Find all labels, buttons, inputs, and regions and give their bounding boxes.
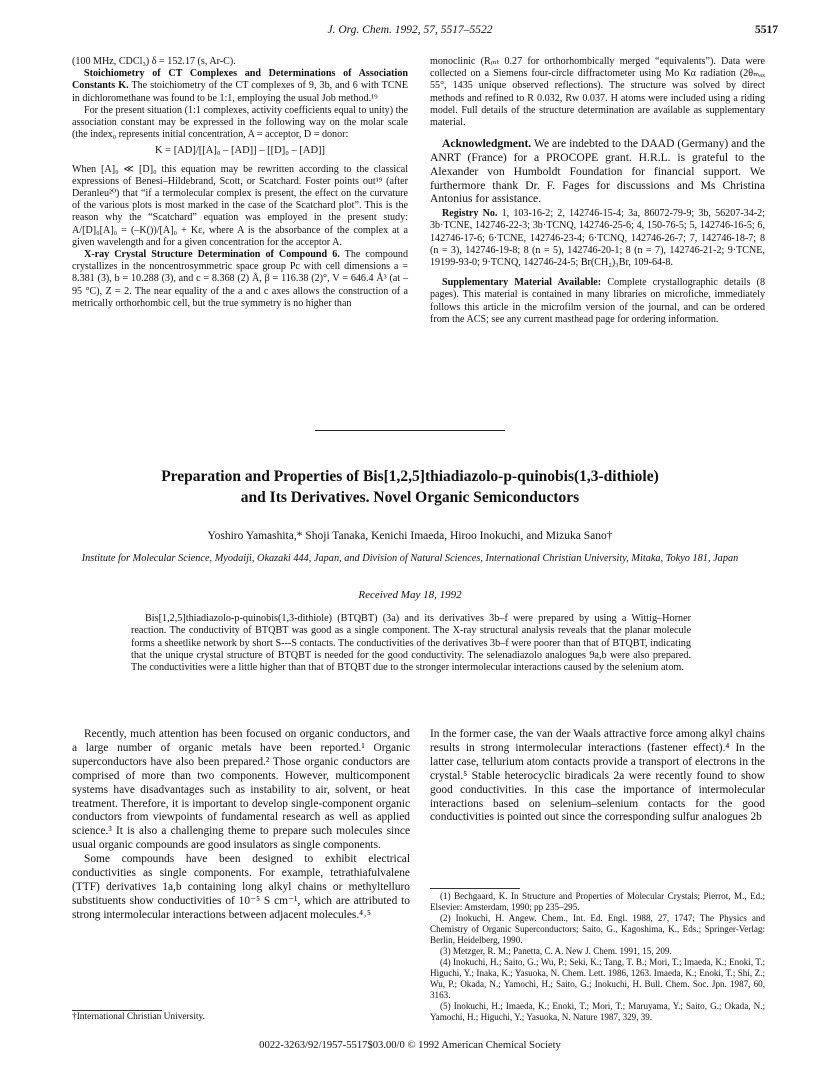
body-paragraph-2: Some compounds have been designed to exhibit electrical conductivities as single components. For example, tetrathiafulvalene (TTF) derivatives 1a,b containing long alkyl chains or methyltelluro substituents show conductivities of 10⁻⁵ S cm⁻¹, which are attributed to strong intermolecular interactions between adjacent molecules.⁴˒⁵ [72,853,410,921]
supplementary-text: Complete crystallographic details (8 pages). This material is contained in many libraries on microfiche, immediately follows this article in the microfilm version of the journal, and can be ordered from the ACS; see any current masthead page for ordering information. [430,277,766,325]
references [430,891,765,1023]
references-rule [430,888,520,889]
acknowledgment-text: We are indebted to the DAAD (Germany) and the ANRT (France) for a PROCOPE grant. H.R.L. is grateful to the Alexander von Humboldt Foundation for financial support. We furthermore thank Dr. F. Fages for discussions and Ms Christina Antonius for assistance. [430,137,765,206]
journal-citation: J. Org. Chem. 1992, 57, 5517–5522 [327,24,493,36]
title-line-1: Preparation and Properties of Bis[1,2,5]thiadiazolo-p-quinobis(1,3-dithiole) [161,468,659,485]
article-title [60,466,760,508]
received-date: Received May 18, 1992 [358,589,462,601]
reference-item: (5) Inokuchi, H.; Imaeda, K.; Enoki, T.; Mori, T.; Maruyama, Y.; Saito, G.; Okada, N.; Yamochi, H.; Higuchi, Y.; Yasuoka, N. Nature 1987, 329, 39. [430,1001,765,1022]
institution: Institute for Molecular Science, Myodaiji, Okazaki 444, Japan, and Division of Natural Sciences, International Christian University, Mitaka, Tokyo 181, Japan [81,553,739,564]
article-divider [315,430,505,431]
xray-paragraph [72,249,408,310]
equation: K = [AD]/[[A]₀ – [AD]] – [[D]₀ – [AD]] [154,145,326,157]
association-constant-text: For the present situation (1:1 complexes, activity coefficients equal to unity) the association constant may be expressed in the following way on the molar scale (the index₀ represents initial concentration, A = acceptor, D = donor: [72,104,408,141]
scatchard-paragraph: When [A]₀ ≪ [D]₀ this equation may be rewritten according to the classical expressions of Benesi–Hildebrand, Scott, or Scatchard. Foster points out¹⁹ (after Deranleu²⁰) that “if a termolecular complex is present, the effect on the curvature of the various plots is most marked in the case of the Scatchard plot”. This is the reason why the “Scatchard” equation was employed in the present study: A/[D]₀[A]₀ = (–K())/[A]₀ + Kε, where A is the absorbance of the complex at a given wavelength and for a given concentration for the acceptor A. [72,163,408,248]
acknowledgment-paragraph [430,137,765,206]
reference-item: (2) Inokuchi, H. Angew. Chem., Int. Ed. Engl. 1988, 27, 1747; The Physics and Chemistry of Organic Superconductors; Saito, G., Kagoshima, K., Eds.; Springer-Verlag: Berlin, Heidelberg, 1990. [430,913,765,945]
supplementary-heading: Supplementary Material Available: [442,277,602,289]
previous-article-right-column [430,56,765,326]
registry-paragraph [430,208,765,269]
author-list: Yoshiro Yamashita,* Shoji Tanaka, Kenichi Imaeda, Hiroo Inokuchi, and Mizuka Sano† [207,530,613,542]
acknowledgment-heading: Acknowledgment. [442,137,532,151]
previous-article-left-column [72,56,408,310]
body-paragraph-1: Recently, much attention has been focused on organic conductors, and a large number of organic metals have been reported.¹ Organic superconductors have also been prepared.² Those organic conductors are comprised of more than two components. However, multicomponent systems have disadvantages such as instability to air, solvent, or heat treatment. Therefore, it is important to develop single-component organic conductors from viewpoints of fundamental research as well as applied science.³ It is also a challenging theme to prepare such molecules since usual organic compounds are good insulators as single components. [72,728,410,852]
page-header [0,24,820,40]
supplementary-paragraph [430,277,765,326]
reference-item: (4) Inokuchi, H.; Saito, G.; Wu, P.; Seki, K.; Tang, T. B.; Mori, T.; Imaeda, K.; Enoki, T.; Higuchi, Y.; Inaka, K.; Yasuoka, N. Chem. Lett. 1986, 1263. Imaeda, K.; Enoki, T.; Shi, Z.; Wu, P.; Okada, N.; Yamochi, H.; Saito, G.; Inokuchi, H. Bull. Chem. Soc. Jpn. 1987, 60, 3163. [430,957,765,1000]
footnote-rule [72,1010,162,1011]
title-line-2: and Its Derivatives. Novel Organic Semiconductors [240,489,580,506]
reference-item: (3) Metzger, R. M.; Panetta, C. A. New J. Chem. 1991, 15, 209. [440,946,672,956]
body-paragraph-3: In the former case, the van der Waals attractive force among alkyl chains results in strong intermolecular interactions (fastener effect).⁴ In the latter case, tellurium atom contacts provide a transport of electrons in the crystal.⁵ Stable heterocyclic biradicals 2a were recently found to show good conductivities. In this case the importance of intermolecular interactions based on selenium–selenium contacts for the good conductivities is pointed out since the corresponding sulfur analogues 2b [430,728,765,824]
nmr-data: (100 MHz, CDCl₃) δ = 152.17 (s, Ar-C). [72,56,236,67]
body-left-column [72,728,410,923]
crystal-data-paragraph: monoclinic (Rᵢₙₜ 0.27 for orthorhombically merged “equivalents”). Data were collected on a Siemens four-circle diffractometer using Mo Kα radiation (2θₘₐₓ 55°, 1435 unique observed reflections). The structure was solved by direct methods and refined to R 0.032, Rw 0.037. H atoms were included using a riding model. Full details of the structure determination are available as supplementary material. [430,56,765,129]
copyright-footer: 0022-3263/92/1957-5517$03.00/0 © 1992 American Chemical Society [259,1040,561,1051]
abstract: Bis[1,2,5]thiadiazolo-p-quinobis(1,3-dithiole) (BTQBT) (3a) and its derivatives 3b–f were prepared by using a Wittig–Horner reaction. The conductivity of BTQBT was good as a single component. The X-ray structural analysis reveals that the planar molecule forms a sheetlike network by short S---S contacts. The conductivities of the derivatives 3b–f were poorer than that of BTQBT, indicating that the unique crystal structure of BTQBT is needed for the good conductivity. The selenadiazolo analogues 9a,b were also prepared. The conductivities were a little higher than that of BTQBT due to the stronger intermolecular interactions caused by the selenium atom. [131,613,691,674]
stoichiometry-paragraph [72,68,408,105]
reference-item: (1) Bechgaard, K. In Structure and Properties of Molecular Crystals; Pierrot, M., Ed.; Elsevier: Amsterdam, 1990; pp 235–295. [430,891,765,912]
page-number: 5517 [755,24,778,36]
body-right-column [430,728,765,825]
stoichiometry-heading: Stoichiometry of CT Complexes and Determinations of Association Constants K. [72,68,408,92]
xray-heading: X-ray Crystal Structure Determination of Compound 6. [84,249,340,261]
xray-text: The compound crystallizes in the noncentrosymmetric space group Pc with cell dimensions a = 8.381 (3), b = 10.288 (3), and c = 8.368 (2) Å, β = 116.38 (2)°, V = 646.4 Å³ (at –95 °C), Z = 2. The near equality of the a and c axes allows the construction of a metrically orthorhombic cell, but the true symmetry is no higher than [72,249,409,309]
stoichiometry-text: The stoichiometry of the CT complexes of 9, 3b, and 6 with TCNE in dichloromethane was found to be 1:1, employing the usual Job method.¹⁹ [72,80,409,104]
affiliation-footnote: †International Christian University. [72,1012,205,1022]
registry-text: 1, 103-16-2; 2, 142746-15-4; 3a, 86072-79-9; 3b, 56207-34-2; 3b·TCNE, 142746-22-3; 3b·TCNQ, 142746-25-6; 4, 150-76-5; 5, 142746-16-5; 6, 142746-17-6; 6·TCNE, 142746-23-4; 6·TCNQ, 142746-26-7; 7, 142746-18-7; 8 (n = 3), 142746-19-8; 8 (n = 5), 142746-20-1; 8 (n = 7), 142746-21-2; 9·TCNE, 19199-93-0; 9·TCNQ, 142746-24-5; Br(CH₂)₃Br, 109-64-8. [430,208,765,269]
registry-heading: Registry No. [442,208,498,220]
